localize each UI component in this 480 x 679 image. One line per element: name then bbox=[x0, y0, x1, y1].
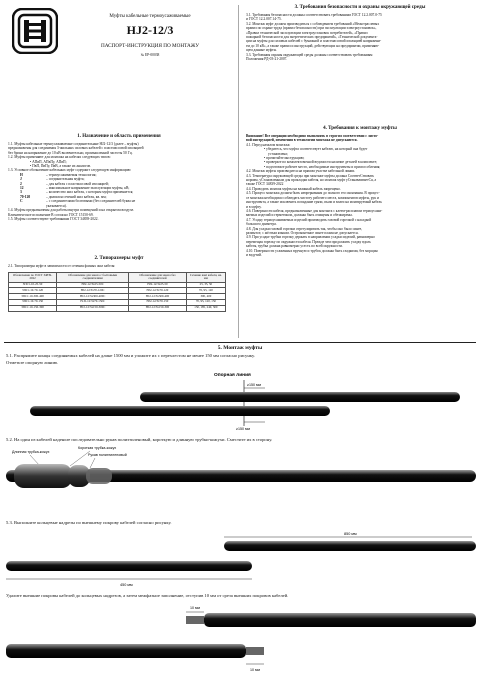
text-line: • АПвП, АПвПу, АПвП; bbox=[30, 159, 67, 164]
text-line: правил по охране труда (правил безопасности) при эксплуатации электроустановок», bbox=[246, 26, 377, 31]
section-4-body bbox=[246, 134, 476, 257]
text-line: • проверьте по комплектовочной ведомости наличие деталей в комплекте; bbox=[264, 160, 378, 165]
text-line: 4.4. Проводить монтаж муфты на влажный кабель запрещено. bbox=[246, 186, 341, 191]
section-2-heading: 2. Типоразмеры муфт bbox=[94, 256, 144, 261]
column-header: Обозначение для заказа с болтовыми соединителями bbox=[57, 273, 129, 283]
section-4-heading: 4. Требования к монтажу муфты bbox=[323, 126, 397, 131]
filler bbox=[186, 616, 204, 624]
long-tube-label: Длинная трубка-кожух bbox=[12, 450, 50, 454]
table-header-row bbox=[9, 273, 226, 283]
table-cell: НJ2-12/3х70-150 bbox=[129, 299, 187, 305]
sleeve-label: Рукав полиэтиленовый bbox=[88, 453, 127, 457]
text-line: се монтажа необходимо соблюдать чистоту рабочего места, компонентов муфты, рук и bbox=[246, 195, 379, 200]
cable-2 bbox=[6, 561, 252, 571]
short-tube-label: Короткая трубка-кожух bbox=[78, 446, 117, 450]
sleeve bbox=[86, 468, 112, 484]
table-cell: НJ2-12/3х25-50С bbox=[57, 282, 129, 288]
code: 3 bbox=[20, 190, 22, 195]
warning-line: вой инструкцией, изменения в технологии монтажа не допускаются. bbox=[246, 138, 358, 143]
code-desc: – диапазон сечений жил кабеля, кв. мм; bbox=[46, 194, 107, 199]
table-cell: Н.Ј2-12/3х70-150С bbox=[57, 299, 129, 305]
table-cell: 3ПСт-10-70-150 bbox=[9, 299, 57, 305]
cable-1 bbox=[140, 392, 460, 402]
dimension-label: ≥150 мм bbox=[236, 427, 250, 431]
section-1-heading: 1. Назначение и область применения bbox=[77, 134, 161, 139]
text-line: 3.1. Требования безопасности должны соответствовать требованиям ГОСТ 12.2.007.0-75 bbox=[246, 13, 382, 17]
text-line: 1.3. Условное обозначение кабельных муфт содержит следующую информацию: bbox=[8, 168, 132, 173]
text-line: 4.6. Поверхности кабеля, предназначенные для контакта с клеем-расплавом термоусажи- bbox=[246, 208, 383, 213]
brand-logo bbox=[12, 8, 58, 54]
text-line: • прочитайте инструкцию; bbox=[264, 156, 305, 161]
text-line: ваемых изделий и герметиком, должны быть очищены и обезжирены. bbox=[246, 213, 353, 218]
table-cell: 70, 95, 120 bbox=[186, 288, 225, 294]
doc-subtitle: Муфты кабельные термоусаживаемые bbox=[109, 14, 191, 19]
section-3-body bbox=[246, 13, 476, 61]
text-line: без брони на напряжение до 10 кВ включительно, промышленной частоты 50 Гц. bbox=[8, 150, 133, 155]
figure-strip bbox=[0, 600, 480, 679]
text-line: Положения РД-03-21-2007. bbox=[246, 57, 288, 62]
step-5-1-text: 5.1. Распрямите концы соединяемых кабелей на длине 1500 мм и уложите их с перехлестом не менее 150 мм согласно рисунку. bbox=[6, 353, 255, 358]
text-line: 4.5. Процесс монтажа должен быть непрерывным до полного его окончания. В процес- bbox=[246, 191, 380, 196]
table-cell: НJ2-12/3х70-120 bbox=[129, 288, 187, 294]
code-desc: указывается). bbox=[46, 203, 67, 208]
code-list bbox=[8, 173, 232, 208]
cable-2 bbox=[30, 406, 330, 416]
section-2-intro: 2.1. Типоразмеры муфт в зависимости от сечения фазных жил кабеля: bbox=[8, 264, 116, 268]
cable-2 bbox=[6, 644, 246, 658]
warning-line: Внимание! Все операции необходимо выполнять в строгом соответствии с листо- bbox=[246, 134, 379, 138]
text-line: Климатическое исполнение В согласно ГОСТ 15150-69. bbox=[8, 212, 94, 217]
text-line: ции на муфты для силовых кабелей с бумажной и пластмассовой изоляцией напряжени- bbox=[246, 39, 382, 44]
text-line: 1.5. Муфты соответствуют требованиям ГОСТ 34839-2022. bbox=[8, 216, 99, 221]
table-cell: 3ПСт-10-25-50 bbox=[9, 282, 57, 288]
text-line: 4.3. Температура окружающей среды при монтаже муфты должна СоответСтвовать bbox=[246, 173, 374, 178]
step-5-1b-text: Отметьте опорную линию. bbox=[6, 360, 59, 365]
section-3-heading: 3. Требования безопасности и охраны окружающей среды bbox=[294, 5, 426, 10]
code-desc: – соединительная муфта; bbox=[46, 177, 85, 182]
filler bbox=[246, 647, 264, 655]
table-cell: НJ2-12/3х70-120С bbox=[57, 288, 129, 294]
code: J bbox=[20, 177, 22, 182]
table-cell: НJ2-12/3х150-300 bbox=[129, 305, 187, 311]
doc-title: НJ2-12/3 bbox=[126, 23, 174, 37]
code: Н bbox=[20, 172, 23, 177]
text-line: размытое, с жёлтым языком. Остроконечное синее пламя не допускается. bbox=[246, 230, 359, 235]
text-line: перемещая горелку по окружности кабеля. Прежде чем продолжить усадку вдоль bbox=[246, 239, 371, 244]
table-cell: 3ПСт-10-150-300 bbox=[9, 305, 57, 311]
text-line: 1.4. Муфты предназначены для работы внутри помещений и на открытом воздухе. bbox=[8, 208, 135, 213]
step-5-4-text: Удалите внешние покровы кабелей до кольцевых надрезов, а затем межфазное заполнение, отступив 10 мм от среза внешних покровов кабелей. bbox=[6, 593, 289, 598]
step-5-3-text: 5.3. Выполните кольцевые надрезы по внешнему покрову кабелей согласно рисунку. bbox=[6, 520, 172, 525]
table-cell: НJ2-12/3х150-300С bbox=[57, 305, 129, 311]
code-desc: – с соединителями болтовыми (без соединителей буква не bbox=[46, 199, 136, 204]
text-line: предназначены для соединения 3-жильных силовых кабелей с пластмассовой изоляцией bbox=[8, 146, 144, 151]
code: 70-120 bbox=[20, 194, 31, 199]
text-line: 4.1. Перед началом монтажа: bbox=[246, 142, 291, 147]
table-cell: 3ПСт-10-70-120 bbox=[9, 288, 57, 294]
text-line: 4.10. Поверхности усаженных вручную и трубок должны быть гладкими, без морщин bbox=[246, 248, 378, 253]
code-desc: – максимальное напряжение эксплуатации муфты, кВ; bbox=[46, 186, 130, 191]
text-line: большого диаметра. bbox=[246, 222, 277, 227]
code: С bbox=[20, 199, 23, 204]
text-line: 4.2. Монтаж муфты производится на прямом участке кабельной линии. bbox=[246, 169, 356, 174]
table-cell: 70, 95, 120, 150 bbox=[186, 299, 225, 305]
dimension-label: 10 мм bbox=[250, 668, 260, 672]
text-line: и вздутий. bbox=[246, 252, 262, 257]
text-line: нормам, уСтановленным для прокладки кабеля, но монтаж муфт уСтанавливаетСя, а bbox=[246, 178, 377, 183]
text-line: 1.1. Муфты кабельные термоусаживаемые соединительные НJ2-12/3 (далее – муфты) bbox=[8, 142, 139, 146]
section-1-body bbox=[8, 142, 232, 221]
text-line: и ГОСТ 12.2.007.14-75. bbox=[246, 17, 282, 22]
figure-overlap bbox=[0, 368, 480, 436]
text-line: • подготовьте рабочее место, необходимые инструменты и приспособления; bbox=[264, 164, 381, 169]
section-5-heading: 5. Монтаж муфты bbox=[217, 345, 263, 351]
cable-1 bbox=[224, 541, 476, 551]
column-header: Сечение жил кабеля, кв. мм bbox=[186, 273, 225, 283]
figure-cuts bbox=[0, 527, 480, 593]
text-line: «Правил технической эксплуатации электроустановок потребителей», «Правил bbox=[246, 30, 368, 35]
table-cell: НJ2-12/3х25-50 bbox=[129, 282, 187, 288]
text-line: кабеля, трубка должна равномерно усесть по всей окружности. bbox=[246, 244, 343, 249]
text-line: 4.7. Усадку термоусаживаемых изделий производить газовой горелкой с насадкой bbox=[246, 217, 372, 222]
table-cell: 300, 400 bbox=[186, 294, 225, 300]
section-divider bbox=[4, 342, 476, 343]
code: 12 bbox=[20, 186, 24, 191]
text-line: 3.3. Требования охраны окружающей среды должны соответствовать требованиям bbox=[246, 52, 373, 57]
table-cell: НJ2-12/3х300-400С bbox=[57, 294, 129, 300]
step-5-2-text: 5.2. На один из кабелей наденьте последовательно рукав полиэтиленовый, короткую и длинную трубки-кожухи. Сместите их в сторону. bbox=[6, 437, 273, 442]
table-cell: 25, 35, 50 bbox=[186, 282, 225, 288]
text-line: пожарной безопасности для энергетических предприятий», «Технической документа- bbox=[246, 35, 378, 40]
text-line: • убедитесь, что муфта соответствует кабелю, на который она будет bbox=[264, 147, 368, 152]
text-line: • ПвП, ПвПу, ПвВ, а также их аналогов. bbox=[30, 164, 91, 169]
doc-name: ПАСПОРТ-ИНСТРУКЦИЯ ПО МОНТАЖУ bbox=[100, 43, 200, 49]
sizes-table bbox=[8, 272, 226, 312]
table-cell: 3ПСт-10-300-400 bbox=[9, 294, 57, 300]
text-line: 3.2. Монтаж муфт должен производиться с соблюдением требований «Межотраслевых bbox=[246, 21, 380, 26]
dimension-label: 850 мм bbox=[344, 532, 357, 536]
text-line: установлена; bbox=[268, 151, 288, 156]
figure-tubes bbox=[0, 444, 480, 510]
code-desc: – для кабеля с пластмассовой изоляцией; bbox=[46, 181, 109, 186]
text-line: и в муфту. bbox=[246, 204, 262, 209]
reference-line-label: Опорная линия bbox=[214, 373, 251, 378]
cable-1 bbox=[204, 613, 476, 627]
text-line: щем данные муфты. bbox=[246, 48, 277, 53]
text-line: 4.8. Для усадки газовой горелки отрегулировать так, чтобы оно было синее, bbox=[246, 226, 363, 231]
column-divider bbox=[238, 5, 239, 338]
text-line: также ГОСТ 34839-2022 bbox=[246, 182, 284, 187]
dimension-label: 10 мм bbox=[190, 606, 200, 610]
text-line: 4.9. При усадке трубки горелку держать в направлении усадки изделий, равномерно bbox=[246, 235, 375, 240]
dimension-label: 450 мм bbox=[120, 583, 133, 587]
table-row bbox=[9, 305, 226, 311]
text-line: ем до 10 кВ», а также правил и инструкций, действующих на предприятии, применяю- bbox=[246, 43, 380, 48]
code-desc: – термоусаживаемая технология; bbox=[46, 172, 97, 177]
column-header: Обозначение для заказа без соединителей bbox=[129, 273, 187, 283]
text-line: инструмента, а также исключить попадание грязи, пыли и влаги на монтируемый кабель bbox=[246, 200, 382, 205]
text-line: 1.2. Муфты применяют для монтажа на кабелях следующих типов: bbox=[8, 155, 111, 160]
table-cell: НJ2-12/3х300-400 bbox=[129, 294, 187, 300]
column-header: Обозначение по ГОСТ 34839-2022 bbox=[9, 273, 57, 283]
code: 2 bbox=[20, 181, 22, 186]
long-tube bbox=[14, 464, 72, 488]
table-cell: 150, 185, 240, 300 bbox=[186, 305, 225, 311]
code-desc: – количество жил кабеля, с которым муфта применяется; bbox=[46, 190, 134, 195]
dimension-label: ≥150 мм bbox=[247, 383, 261, 387]
doc-number: № EP-00038 bbox=[140, 53, 160, 57]
